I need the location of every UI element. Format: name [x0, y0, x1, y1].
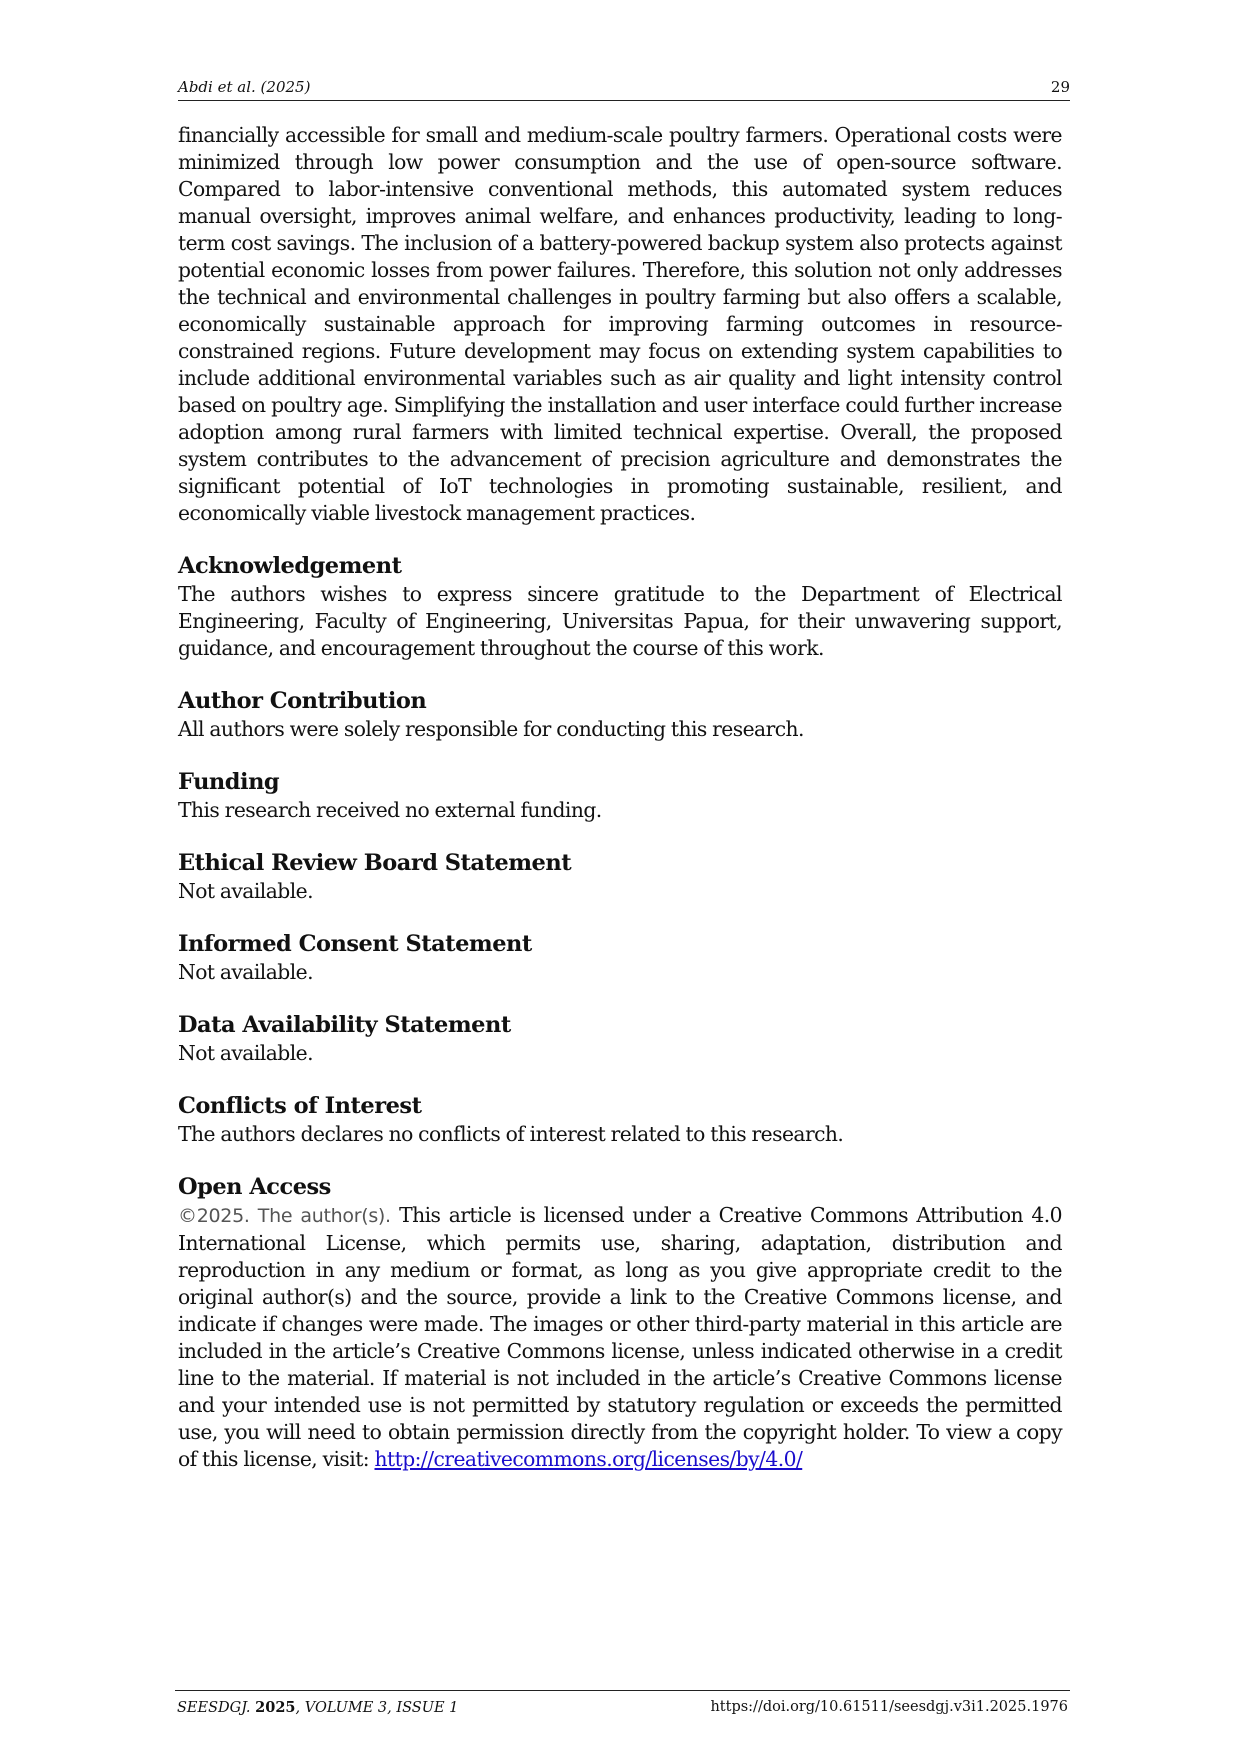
section-informed-consent	[178, 929, 1062, 986]
section-text: All authors were solely responsible for conducting this research.	[178, 717, 804, 741]
section-ethical-review	[178, 848, 1062, 905]
license-link[interactable]: http://creativecommons.org/licenses/by/4.0/	[374, 1447, 803, 1471]
section-text: Not available.	[178, 1041, 313, 1065]
section-open-access	[178, 1172, 1062, 1473]
section-conflicts	[178, 1091, 1062, 1148]
journal-citation	[177, 1699, 458, 1716]
section-heading: Funding	[178, 769, 280, 795]
copyright-notice: ©2025. The author(s).	[178, 1205, 391, 1227]
section-text: This research received no external funding.	[178, 798, 602, 822]
journal-year: 2025	[255, 1699, 296, 1716]
section-heading: Author Contribution	[178, 688, 427, 714]
journal-volume-issue: , VOLUME 3, ISSUE 1	[295, 1700, 459, 1716]
section-heading: Ethical Review Board Statement	[178, 850, 572, 876]
section-funding	[178, 767, 1062, 824]
section-heading: Conflicts of Interest	[178, 1093, 422, 1119]
journal-name: SEESDGJ.	[177, 1700, 251, 1716]
section-heading: Acknowledgement	[178, 553, 402, 579]
section-text: Not available.	[178, 960, 313, 984]
page-number: 29	[1050, 78, 1070, 96]
section-text	[178, 1202, 1062, 1473]
section-text: The authors declares no conflicts of interest related to this research.	[178, 1122, 844, 1146]
running-footer	[175, 1690, 1070, 1717]
section-author-contribution	[178, 686, 1062, 743]
doi-link[interactable]: https://doi.org/10.61511/seesdgj.v3i1.2025.1976	[710, 1699, 1068, 1715]
section-heading: Open Access	[178, 1174, 331, 1200]
section-data-availability	[178, 1010, 1062, 1067]
section-text: Not available.	[178, 879, 313, 903]
running-header	[178, 76, 1070, 101]
section-text: The authors wishes to express sincere gratitude to the Department of Electrical Engineering, Faculty of Engineering, Universitas Papua, for their unwavering support, guidance, and encouragement throughout the course of this work.	[178, 582, 1062, 660]
page-content	[178, 122, 1062, 1473]
license-text: This article is licensed under a Creative Commons Attribution 4.0 International License, which permits use, sharing, adaptation, distribution and reproduction in any medium or format, as long as you give appropriate credit to the original author(s) and the source, provide a link to the Creative Commons license, and indicate if changes were made. The images or other third-party material in this article are included in the article’s Creative Commons license, unless indicated otherwise in a credit line to the material. If material is not included in the article’s Creative Commons license and your intended use is not permitted by statutory regulation or exceeds the permitted use, you will need to obtain permission directly from the copyright holder. To view a copy of this license, visit:	[178, 1203, 1062, 1471]
body-paragraph: financially accessible for small and medium-scale poultry farmers. Operational costs were minimized through low power consumption and the use of open-source software. Compared to labor-intensive conventional methods, this automated system reduces manual oversight, improves animal welfare, and enhances productivity, leading to long-term cost savings. The inclusion of a battery-powered backup system also protects against potential economic losses from power failures. Therefore, this solution not only addresses the technical and environmental challenges in poultry farming but also offers a scalable, economically sustainable approach for improving farming outcomes in resource-constrained regions. Future development may focus on extending system capabilities to include additional environmental variables such as air quality and light intensity control based on poultry age. Simplifying the installation and user interface could further increase adoption among rural farmers with limited technical expertise. Overall, the proposed system contributes to the advancement of precision agriculture and demonstrates the significant potential of IoT technologies in promoting sustainable, resilient, and economically viable livestock management practices.	[178, 123, 1062, 525]
section-heading: Data Availability Statement	[178, 1012, 511, 1038]
section-heading: Informed Consent Statement	[178, 931, 532, 957]
section-acknowledgement	[178, 551, 1062, 662]
header-authors: Abdi et al. (2025)	[178, 78, 311, 96]
